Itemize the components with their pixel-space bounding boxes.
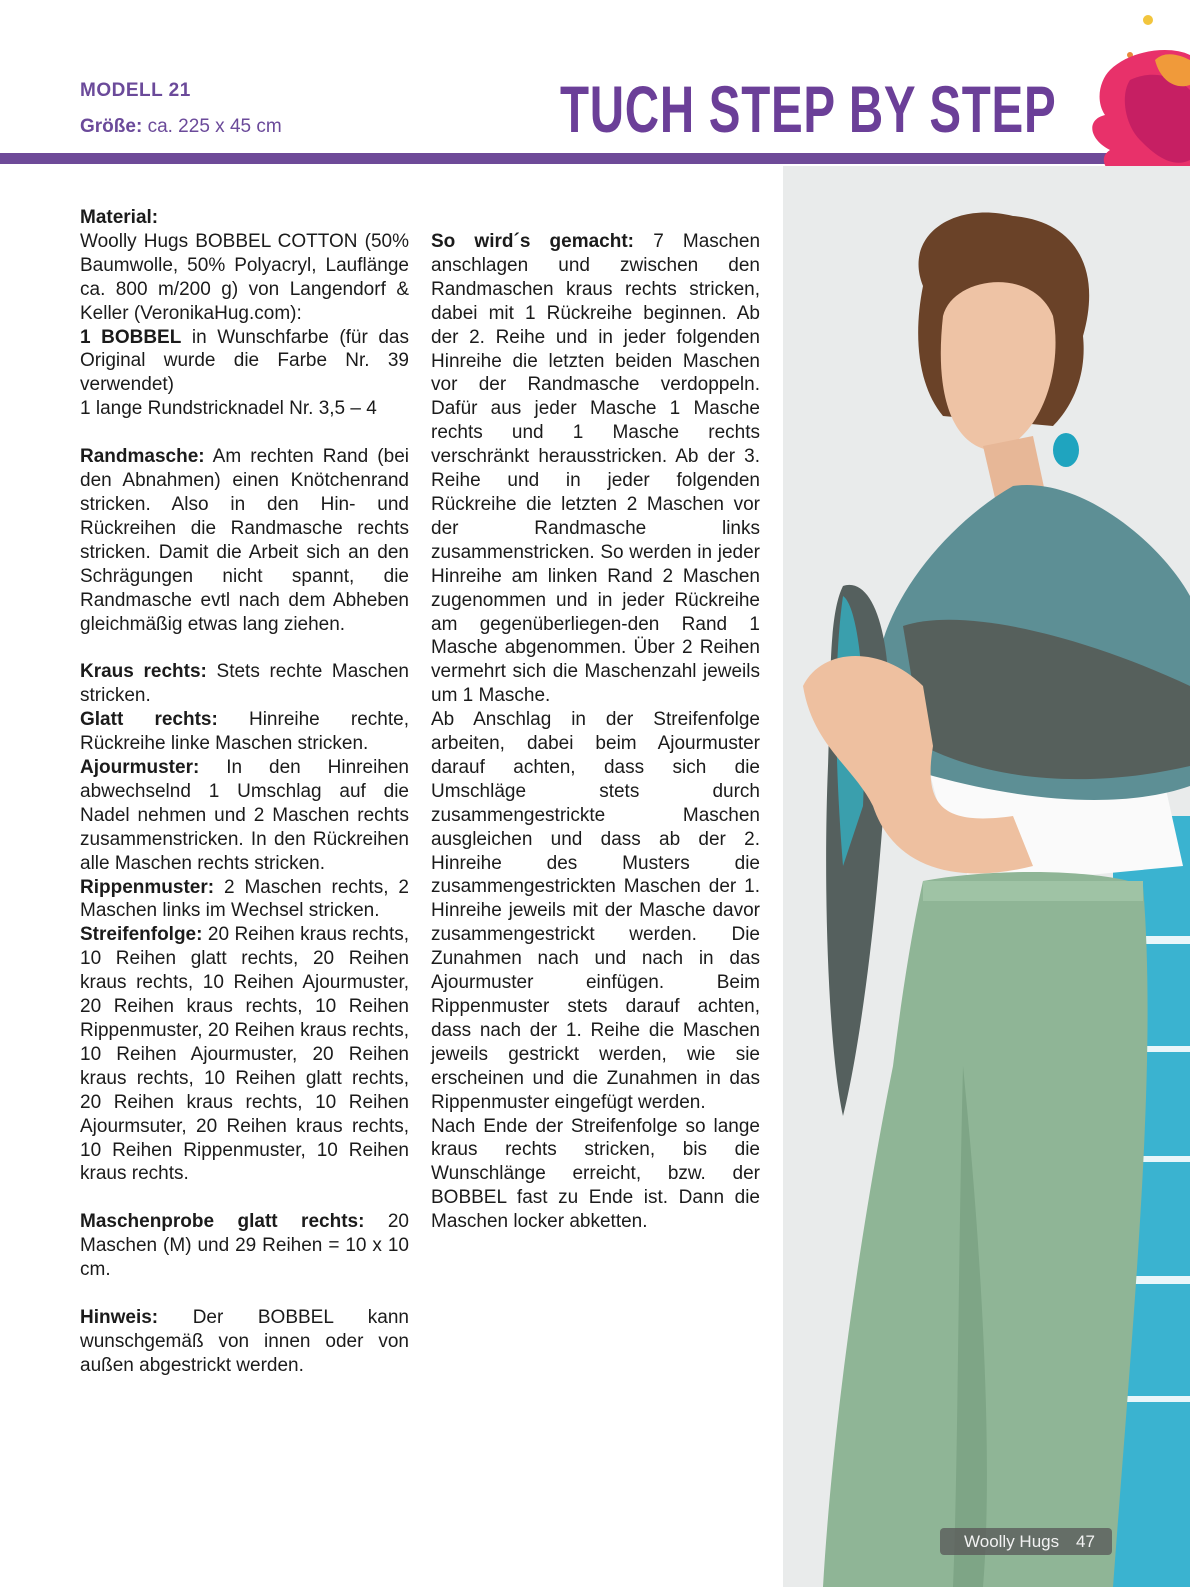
streifen-label: Streifenfolge:: [80, 924, 203, 946]
material-label: Material:: [80, 207, 159, 228]
streifen-text: 20 Reihen kraus rechts, 10 Reihen glatt rechts, 20 Reihen kraus rechts, 10 Reihen Ajourmuster, 20 Reihen kraus rechts, 10 Reihen Rippenmuster, 20 Reihen kraus rechts, 10 Reihen Ajourmuster, 20 Reihen kraus rechts, 10 Reihen glatt rechts, 20 Reihen kraus rechts, 10 Reihen Ajourmsuter, 20 Reihen kraus rechts, 10 Reihen Rippenmuster, 10 Reihen kraus rechts.: [80, 924, 409, 1185]
randmasche-text: Am rechten Rand (bei den Abnahmen) einen Knötchenrand stricken. Also in den Hin- und Rückreihen die Randmasche rechts stricken. Damit die Arbeit sich an den Schrägungen nicht spannt, die Randmasche evtl nach dem Abheben gleichmäßig etwas lang ziehen.: [80, 446, 409, 635]
page-title: TUCH STEP BY STEP: [559, 72, 1056, 146]
header-divider: [0, 153, 1110, 164]
instructions-paragraph-3: Nach Ende der Streifenfolge so lange kraus rechts stricken, bis die Wunschlänge erreicht, bzw. der BOBBEL fast zu Ende ist. Dann die Maschen locker abketten.: [431, 1115, 760, 1233]
hinweis-label: Hinweis:: [80, 1307, 159, 1329]
kraus-label: Kraus rechts:: [80, 661, 207, 683]
kraus-text: Stets rechte Maschen stricken.: [80, 661, 409, 707]
so-label: So wird´s gemacht:: [431, 231, 635, 252]
probe-text: 20 Maschen (M) und 29 Reihen = 10 x 10 cm.: [80, 1211, 409, 1281]
material-text: Woolly Hugs BOBBEL COTTON (50% Baumwolle, 50% Polyacryl, Lauflänge ca. 800 m/200 g) von Langendorf & Keller (VeronikaHug.com):: [80, 230, 409, 324]
instructions-column-1: [80, 206, 409, 1378]
size-line: [80, 116, 282, 138]
so-text: 7 Maschen anschlagen und zwischen den Randmaschen kraus rechts stricken, dabei mit 1 Rückreihe beginnen. Ab der 2. Reihe und in jeder folgenden Hinreihe die letzten beiden Maschen vor der Randmasche verdoppeln. Dafür aus jeder Masche 1 Masche rechts und 1 Masche rechts verschränkt herausstricken. Ab der 3. Reihe und in jeder folgenden Rückreihe die letzten 2 Maschen vor der Randmasche links zusammenstricken. So werden in jeder Hinreihe am linken Rand 2 Maschen zugenommen und in jeder Rückreihe am gegenüberliegen-den Rand 1 Masche abgenommen. Über 2 Reihen vermehrt sich die Maschenzahl jeweils um 1 Masche.: [431, 231, 761, 707]
instructions-column-2: [431, 230, 760, 1234]
ajour-text: In den Hinreihen abwechselnd 1 Umschlag auf die Nadel nehmen und 2 Maschen rechts zusammenstricken. In den Rückreihen alle Maschen rechts stricken.: [80, 757, 410, 874]
instructions-paragraph-2: Ab Anschlag in der Streifenfolge arbeiten, dabei beim Ajourmuster darauf achten, dass sich die Umschläge stets durch zusammengestrickte Maschen ausgleichen und dass ab der 2. Hinreihe des Musters die zusammengestrickten Maschen der 1. Hinreihe jeweils mit der Masche davor zusammengestrickt werden. Die Zunahmen nach und nach in das Ajourmuster einfügen. Beim Rippenmuster stets darauf achten, dass nach der 1. Reihe die Maschen jeweils gestrickt werden, wie sie erscheinen und die Zunahmen in das Rippenmuster eingefügt werden.: [431, 709, 760, 1113]
size-label: Größe:: [80, 116, 143, 137]
page-number: 47: [1076, 1532, 1095, 1551]
needle-text: 1 lange Rundstricknadel Nr. 3,5 – 4: [80, 398, 377, 420]
header-info: [80, 80, 282, 138]
ajour-label: Ajourmuster:: [80, 757, 200, 779]
hinweis-text: Der BOBBEL kann wunschgemäß von innen oder von außen abgestrickt werden.: [80, 1307, 409, 1376]
model-number: MODELL 21: [80, 80, 191, 101]
glatt-text: Hinreihe rechte, Rückreihe linke Maschen stricken.: [80, 709, 409, 755]
rippen-label: Rippenmuster:: [80, 876, 215, 898]
glatt-label: Glatt rechts:: [80, 709, 218, 731]
page-footer: [940, 1528, 1112, 1555]
randmasche-label: Randmasche:: [80, 446, 205, 468]
rippen-text: 2 Maschen rechts, 2 Maschen links im Wechsel stricken.: [80, 876, 409, 922]
size-value: ca. 225 x 45 cm: [147, 116, 282, 137]
footer-brand: Woolly Hugs: [964, 1532, 1060, 1551]
model-photo: [783, 166, 1190, 1587]
bobbel-label: 1 BOBBEL: [80, 326, 182, 348]
probe-label: Maschenprobe glatt rechts:: [80, 1211, 365, 1233]
bobbel-text: in Wunschfarbe (für das Original wurde die Farbe Nr. 39 verwendet): [80, 326, 409, 396]
